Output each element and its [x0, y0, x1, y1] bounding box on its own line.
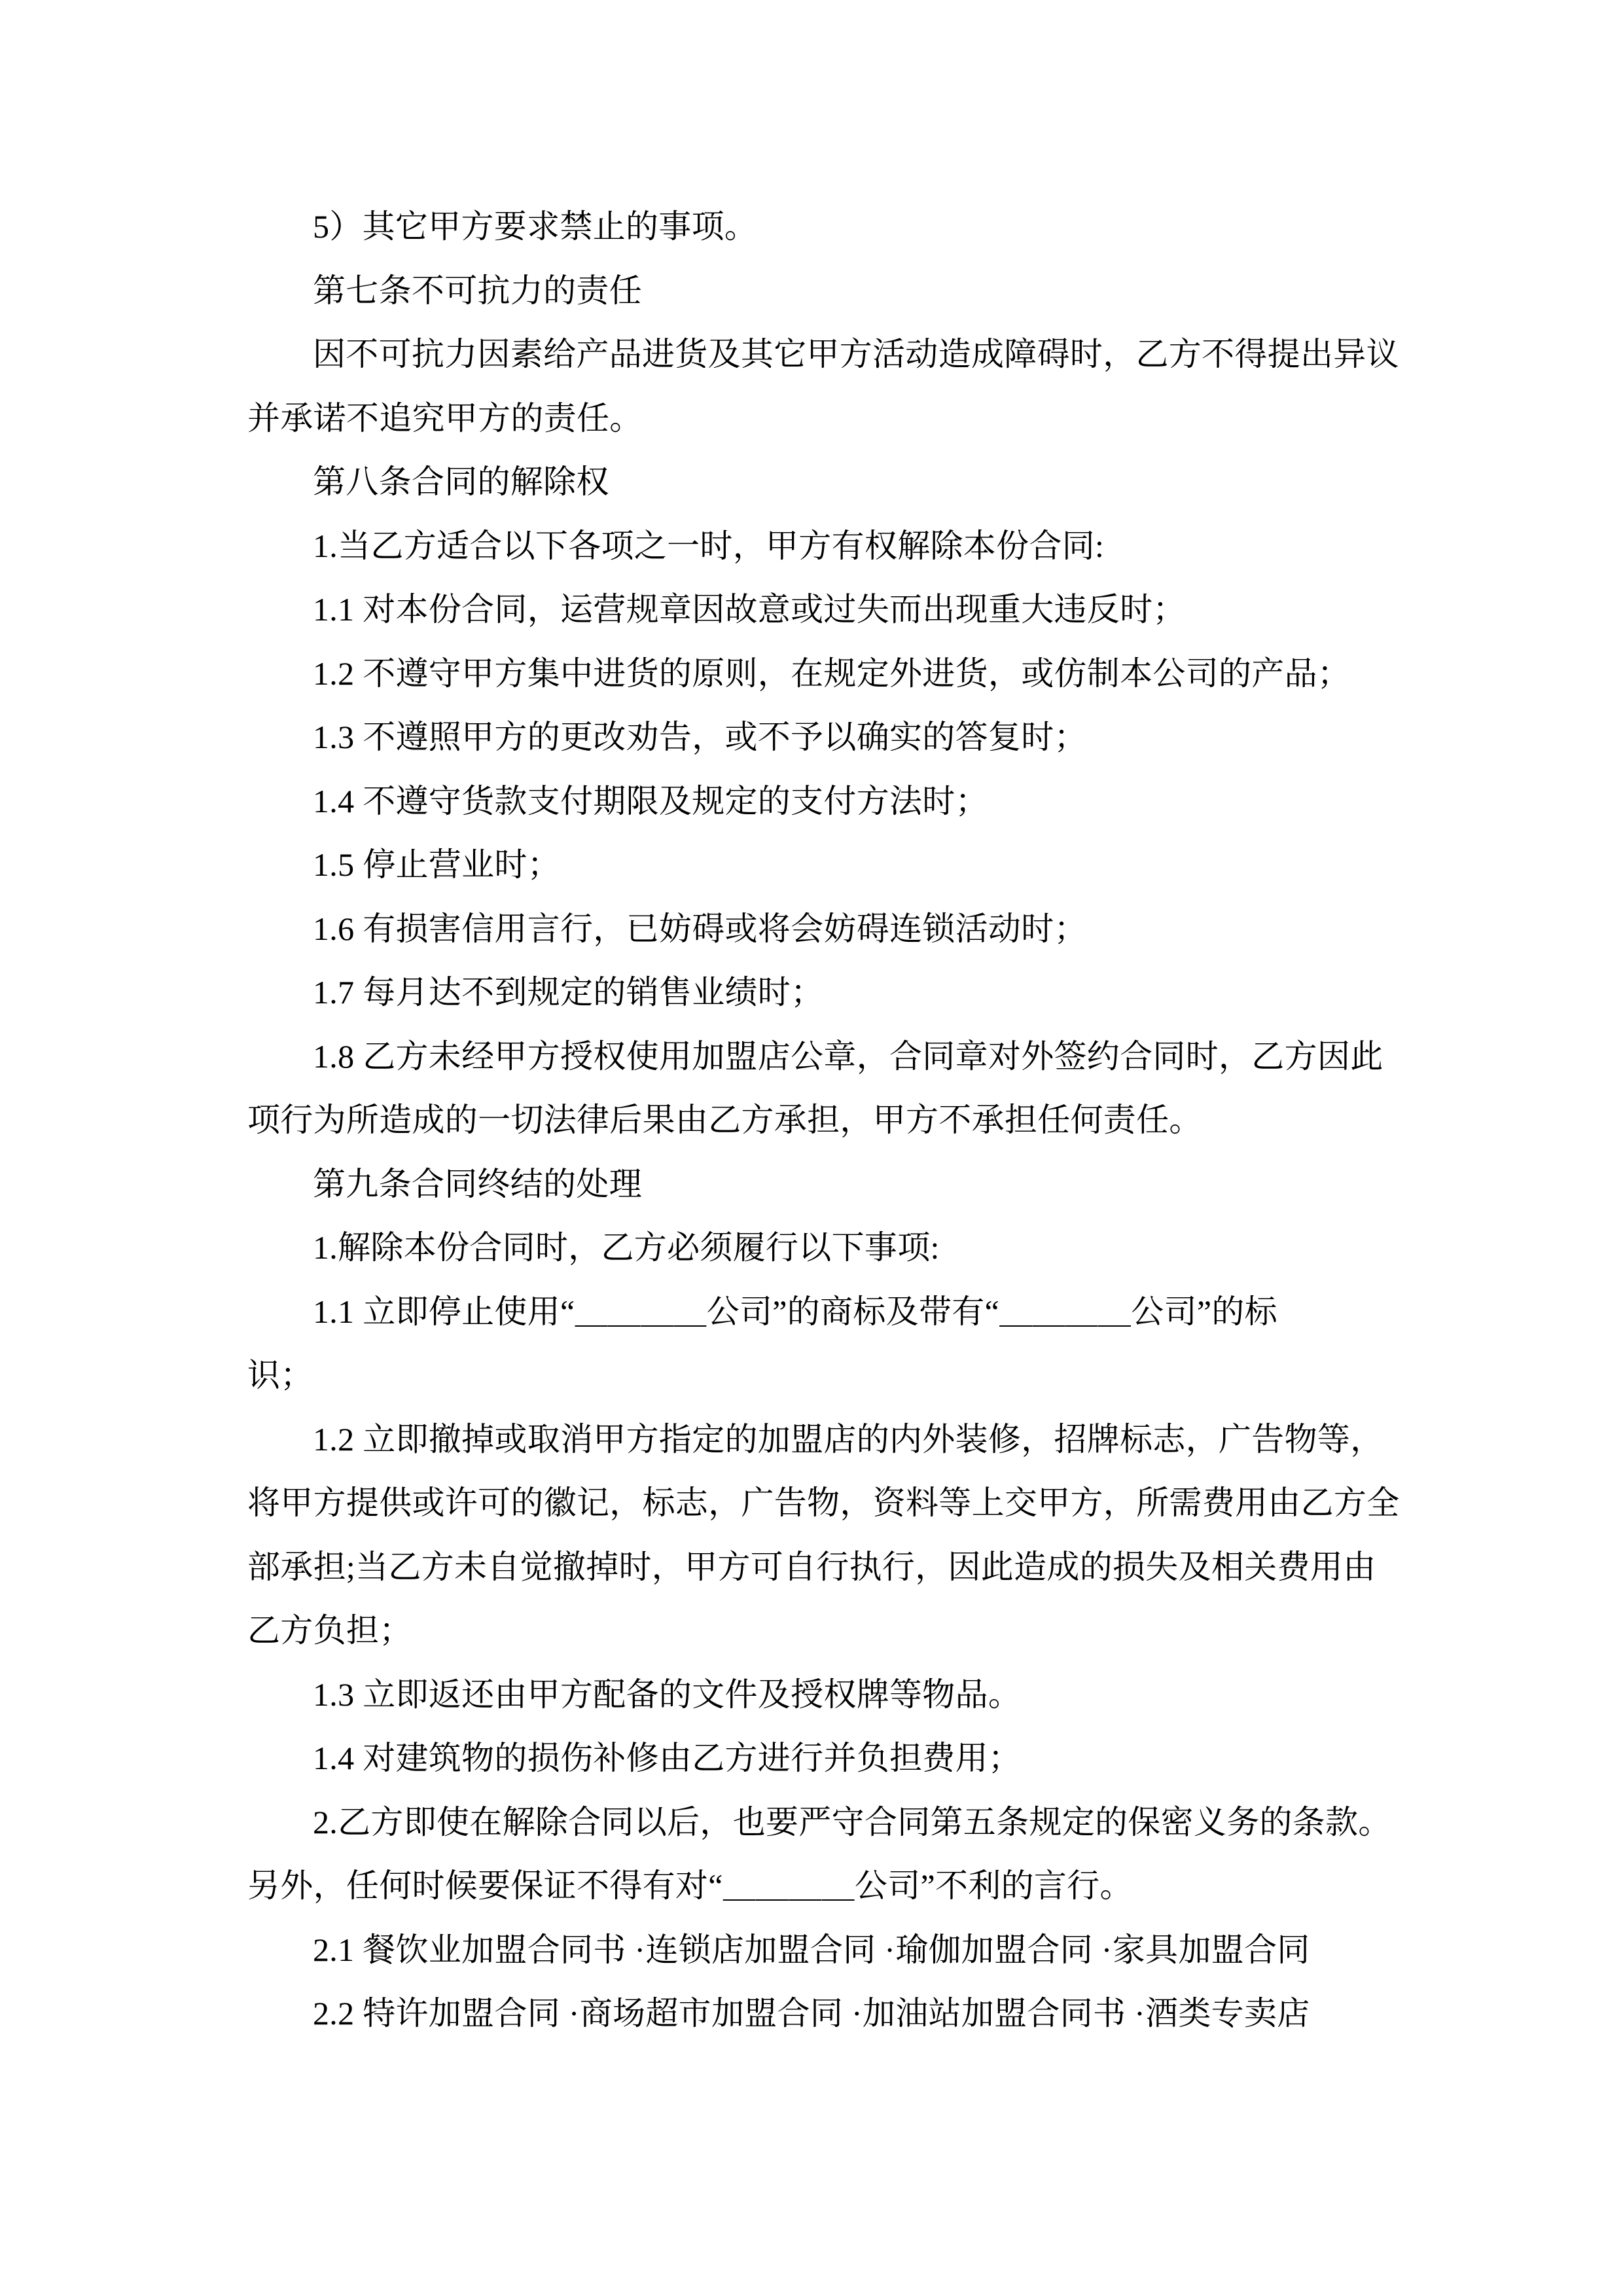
text-line: 将甲方提供或许可的徽记，标志，广告物，资料等上交甲方，所需费用由乙方全	[247, 1484, 1400, 1521]
text-line: 5）其它甲方要求禁止的事项。	[313, 208, 758, 245]
text-line: 1.8 乙方未经甲方授权使用加盟店公章，合同章对外签约合同时，乙方因此	[313, 1037, 1383, 1075]
text-line: 1.2 立即撤掉或取消甲方指定的加盟店的内外装修，招牌标志，广告物等，	[313, 1420, 1383, 1458]
contract-text-block	[247, 195, 1406, 2046]
text-line: 1.4 不遵守货款支付期限及规定的支付方法时；	[313, 782, 988, 819]
text-line: 第七条不可抗力的责任	[313, 272, 642, 309]
text-line: 第八条合同的解除权	[313, 463, 609, 500]
text-line: 乙方负担；	[247, 1612, 412, 1649]
text-line: 部承担;当乙方未自觉撤掉时，甲方可自行执行，因此造成的损失及相关费用由	[247, 1548, 1376, 1585]
text-line: 另外，任何时候要保证不得有对“＿＿＿＿公司”不利的言行。	[247, 1867, 1133, 1904]
text-line: 1.1 立即停止使用“＿＿＿＿公司”的商标及带有“＿＿＿＿公司”的标	[313, 1293, 1277, 1330]
text-line: 1.解除本份合同时，乙方必须履行以下事项:	[313, 1229, 940, 1266]
text-line: 1.2 不遵守甲方集中进货的原则，在规定外进货，或仿制本公司的产品；	[313, 655, 1351, 692]
text-line: 1.4 对建筑物的损伤补修由乙方进行并负担费用；	[313, 1740, 1022, 1776]
text-line: 并承诺不追究甲方的责任。	[247, 399, 643, 437]
text-line: 1.3 不遵照甲方的更改劝告，或不予以确实的答复时；	[313, 719, 1087, 755]
text-line: 1.5 停止营业时；	[313, 846, 560, 883]
text-line: 识；	[247, 1357, 313, 1393]
text-line: 1.7 每月达不到规定的销售业绩时；	[313, 974, 824, 1011]
text-line: 1.6 有损害信用言行，已妨碍或将会妨碍连锁活动时；	[313, 910, 1087, 947]
text-line: 第九条合同终结的处理	[313, 1165, 642, 1202]
text-line: 项行为所造成的一切法律后果由乙方承担，甲方不承担任何责任。	[247, 1102, 1202, 1138]
text-line: 2.乙方即使在解除合同以后，也要严守合同第五条规定的保密义务的条款。	[313, 1803, 1391, 1840]
text-line: 因不可抗力因素给产品进货及其它甲方活动造成障碍时，乙方不得提出异议	[313, 336, 1399, 372]
text-line: 1.1 对本份合同，运营规章因故意或过失而出现重大违反时；	[313, 591, 1186, 628]
text-line: 2.1 餐饮业加盟合同书 ·连锁店加盟合同 ·瑜伽加盟合同 ·家具加盟合同	[313, 1931, 1310, 1968]
text-line: 1.3 立即返还由甲方配备的文件及授权牌等物品。	[313, 1676, 1022, 1713]
text-line: 2.2 特许加盟合同 ·商场超市加盟合同 ·加油站加盟合同书 ·酒类专卖店	[313, 1995, 1310, 2032]
text-line: 1.当乙方适合以下各项之一时，甲方有权解除本份合同:	[313, 527, 1105, 564]
